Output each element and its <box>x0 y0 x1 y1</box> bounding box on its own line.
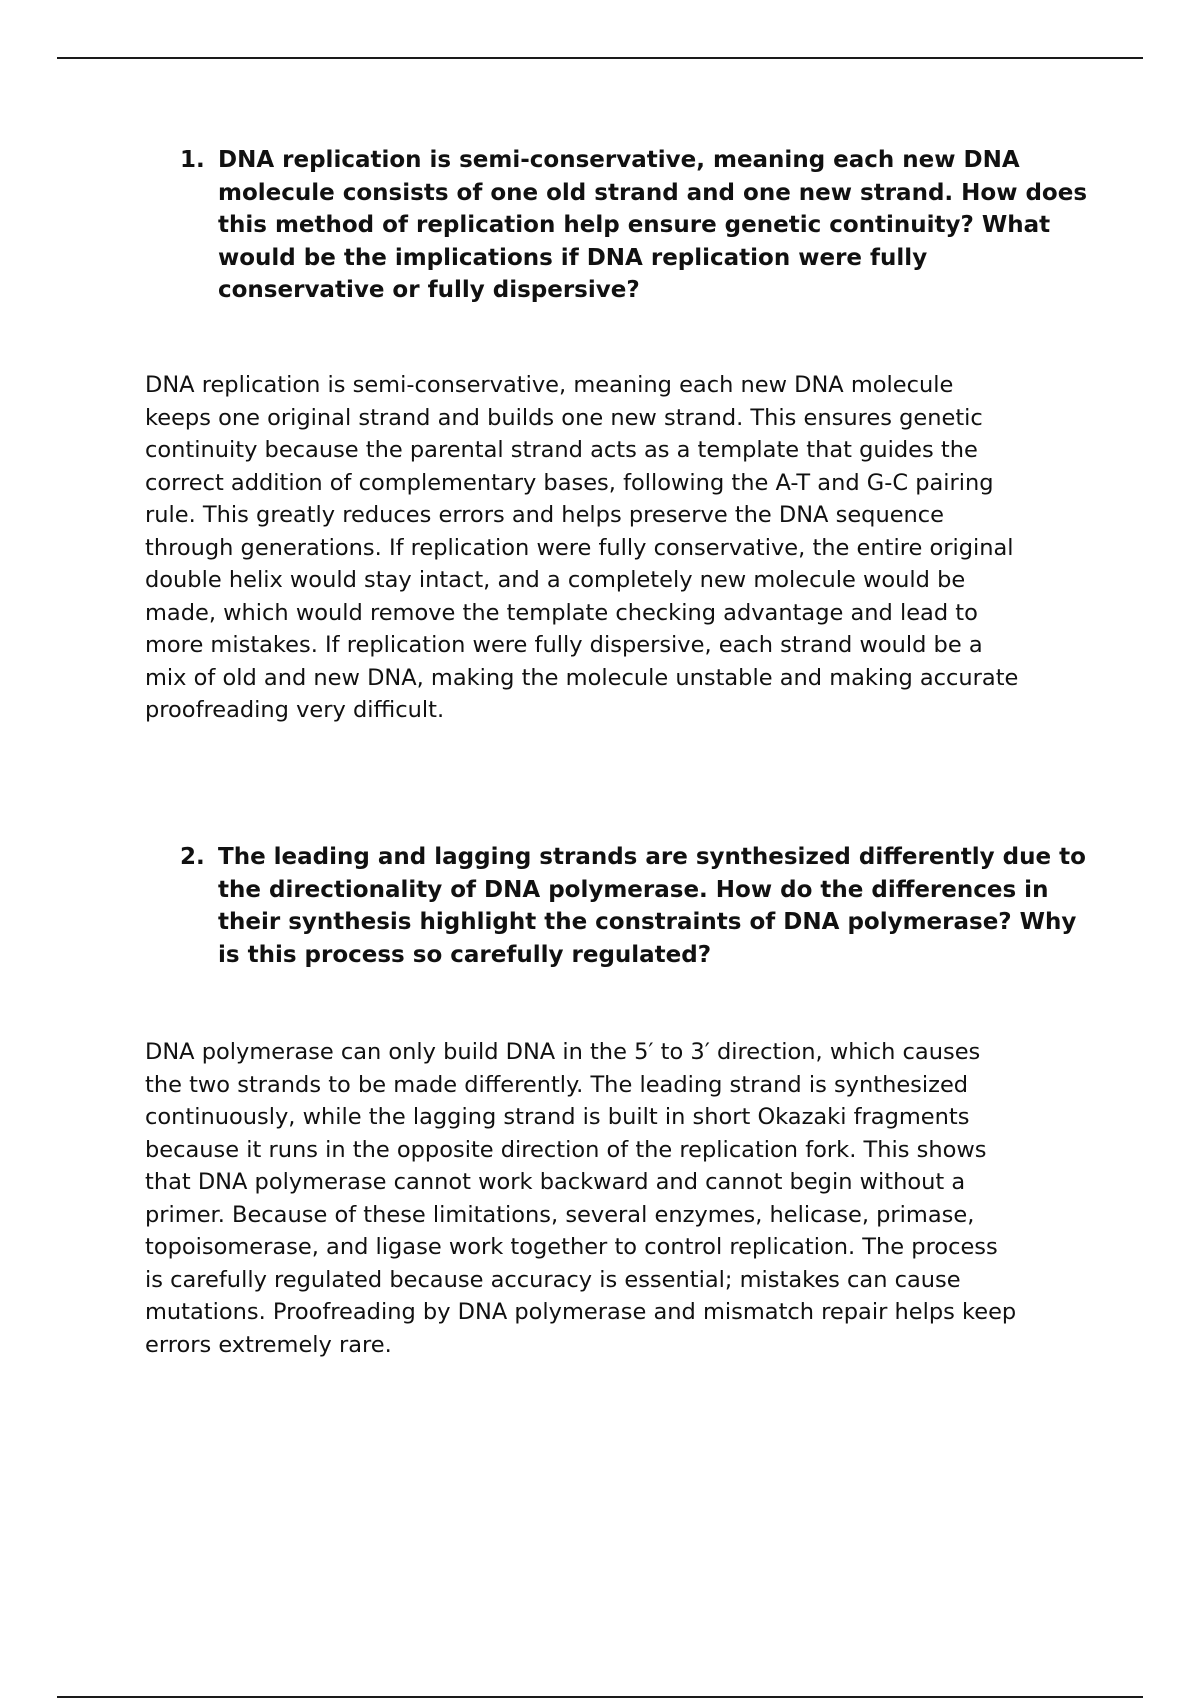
answer-2: DNA polymerase can only build DNA in the 5′ to 3′ direction, which causes the two strands to be made differently. The leading strand is synthesized continuously, while the lagging strand is built in short Okazaki fragments because it runs in the opposite direction of the replication fork. This shows that DNA polymerase cannot work backward and cannot begin without a primer. Because of these limitations, several enzymes, helicase, primase, topoisomerase, and ligase work together to control replication. The process is carefully regulated because accuracy is essential; mistakes can cause mutations. Proofreading by DNA polymerase and mismatch repair helps keep errors extremely rare. <box>145 1039 1017 1358</box>
question-2-number: 2. <box>180 844 205 870</box>
question-1-number: 1. <box>180 147 205 173</box>
question-2-text: The leading and lagging strands are synthesized differently due to the directionality of DNA polymerase. How do the differences in their synthesis highlight the constraints of DNA polymerase? Why is this process so carefully regulated? <box>218 844 1086 968</box>
question-1-text: DNA replication is semi-conservative, meaning each new DNA molecule consists of one old strand and one new strand. How does this method of replication help ensure genetic continuity? What would be the implications if DNA replication were fully conservative or fully dispersive? <box>218 147 1088 303</box>
question-1 <box>180 144 1100 307</box>
top-divider <box>57 57 1143 59</box>
question-2 <box>180 841 1100 971</box>
bottom-divider <box>57 1696 1143 1698</box>
answer-1: DNA replication is semi-conservative, meaning each new DNA molecule keeps one original strand and builds one new strand. This ensures genetic continuity because the parental strand acts as a template that guides the correct addition of complementary bases, following the A-T and G-C pairing rule. This greatly reduces errors and helps preserve the DNA sequence through generations. If replication were fully conservative, the entire original double helix would stay intact, and a completely new molecule would be made, which would remove the template checking advantage and lead to more mistakes. If replication were fully dispersive, each strand would be a mix of old and new DNA, making the molecule unstable and making accurate proofreading very difficult. <box>145 372 1019 723</box>
